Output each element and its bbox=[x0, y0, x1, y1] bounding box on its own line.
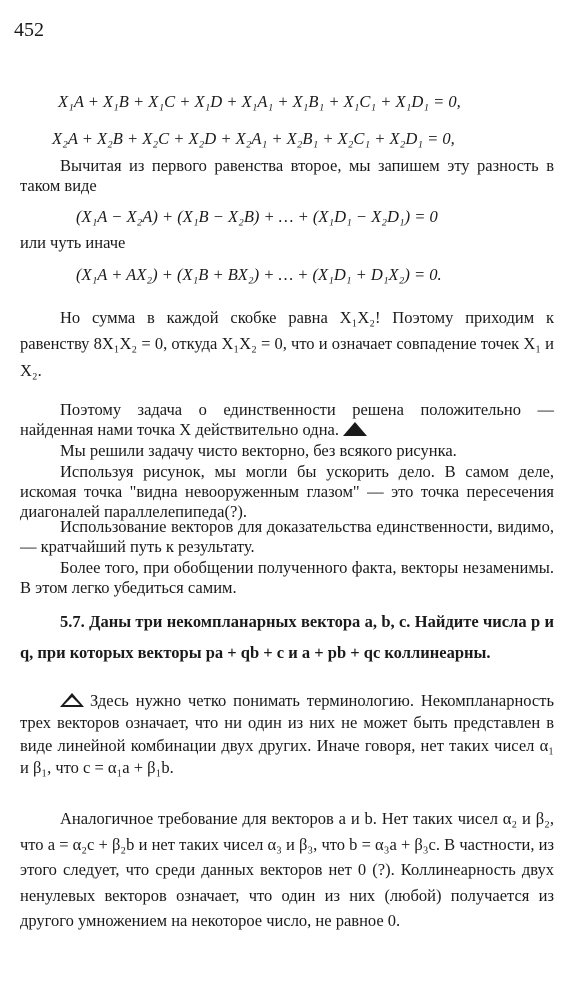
paragraph-drawing: Используя рисунок, мы могли бы ускорить дело. В самом деле, искомая точка "видна невооруженным глазом" — это точка пересечения диагоналей параллелепипеда(?). bbox=[20, 462, 554, 522]
paragraph-terminology bbox=[20, 690, 554, 779]
paragraph-sum-brackets: Но сумма в каждой скобке равна X₁X₂! Поэтому приходим к равенству 8X₁X₂ = 0, откуда X₁X₂ = 0, что и означает совпадение точек X₁ и X₂. bbox=[20, 308, 554, 380]
formula-line-1: X₁A + X₁B + X₁C + X₁D + X₁A₁ + X₁B₁ + X₁C₁ + X₁D₁ = 0, bbox=[58, 92, 461, 111]
end-of-solution-triangle-icon bbox=[343, 422, 367, 436]
formula-line-3: (X₁A − X₂A) + (X₁B − X₂B) + … + (X₁D₁ − X₂D₁) = 0 bbox=[76, 207, 438, 226]
paragraph-uniqueness-text: Поэтому задача о единственности решена положительно — найденная нами точка X действительно одна. bbox=[20, 400, 554, 440]
paragraph-vector-solution: Мы решили задачу чисто векторно, без всякого рисунка. bbox=[60, 441, 457, 460]
solution-start-triangle-icon bbox=[60, 693, 84, 707]
problem-statement: 5.7. Даны три некомпланарных вектора a, b, c. Найдите числа p и q, при которых векторы pa + qb + c и a + pb + qc коллинеарны. bbox=[20, 612, 554, 663]
paragraph-uniqueness bbox=[20, 400, 554, 440]
formula-line-4: (X₁A + AX₂) + (X₁B + BX₂) + … + (X₁D₁ + D₁X₂) = 0. bbox=[76, 265, 442, 284]
paragraph-generalization: Более того, при обобщении полученного факта, векторы незаменимы. В этом легко убедиться самим. bbox=[20, 558, 554, 598]
paragraph-shortest-path: Использование векторов для доказательства единственности, видимо, — кратчайший путь к результату. bbox=[20, 517, 554, 557]
paragraph-or-else: или чуть иначе bbox=[20, 233, 126, 252]
paragraph-terminology-text: Здесь нужно четко понимать терминологию. Некомпланарность трех векторов означает, что ни один из них не может быть представлен в виде линейной комбинации двух других. Иначе говоря, нет таких чисел α₁ и β₁, что c = α₁a + β₁b. bbox=[20, 691, 554, 777]
formula-line-2: X₂A + X₂B + X₂C + X₂D + X₂A₁ + X₂B₁ + X₂C₁ + X₂D₁ = 0, bbox=[52, 129, 455, 148]
paragraph-subtract: Вычитая из первого равенства второе, мы запишем эту разность в таком виде bbox=[20, 156, 554, 196]
page-number: 452 bbox=[14, 19, 44, 41]
paragraph-analogous: Аналогичное требование для векторов a и b. Нет таких чисел α₂ и β₂, что a = α₂c + β₂b и нет таких чисел α₃ и β₃, что b = α₃a + β₃c. В частности, из этого следует, что среди данных векторов нет 0 (?). Коллинеарность двух ненулевых векторов означает, что один из них (любой) получается из другого умножением на некоторое число, не равное 0. bbox=[20, 809, 554, 931]
